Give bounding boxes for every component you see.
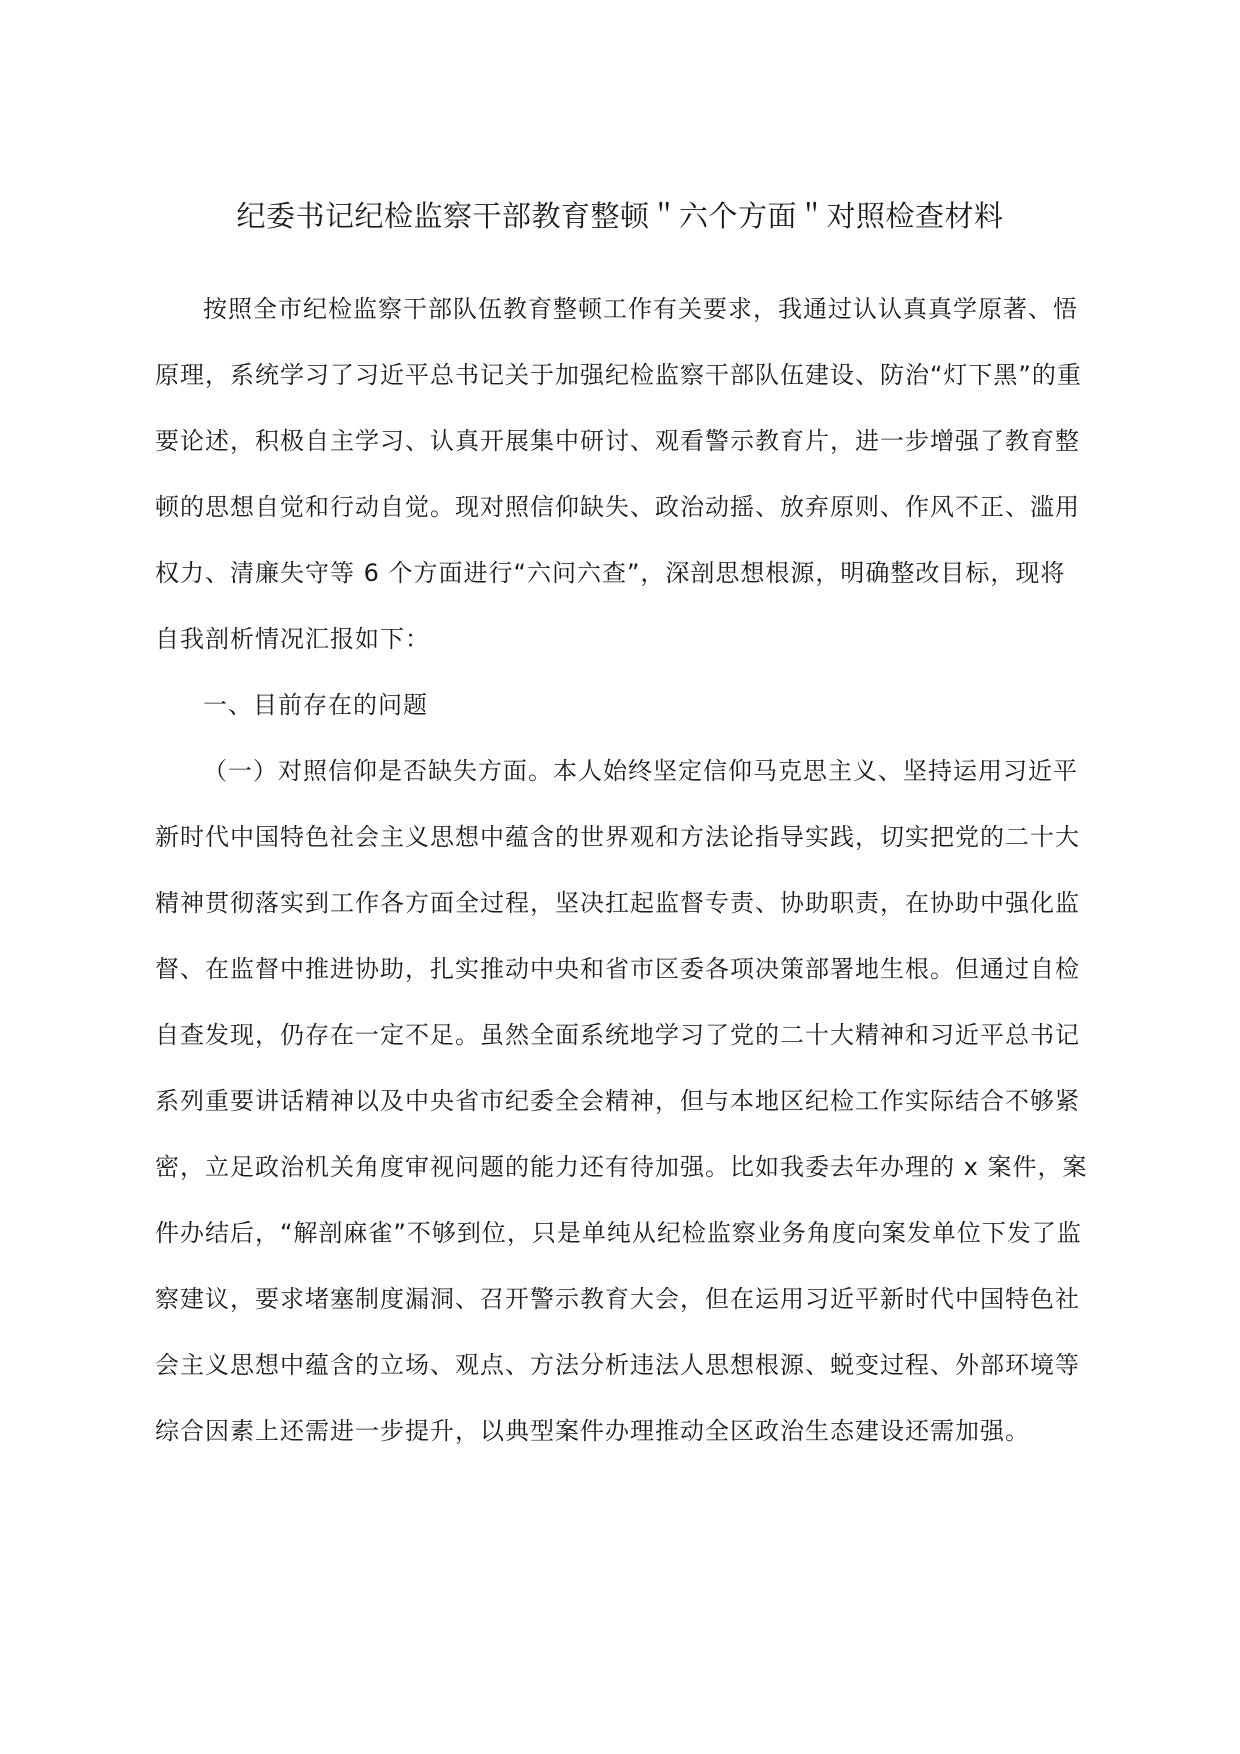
document-body bbox=[155, 276, 1090, 1464]
intro-paragraph: 按照全市纪检监察干部队伍教育整顿工作有关要求，我通过认认真真学原著、悟原理，系统学习了习近平总书记关于加强纪检监察干部队伍建设、防治“灯下黑”的重要论述，积极自主学习、认真开展集中研讨、观看警示教育片，进一步增强了教育整顿的思想自觉和行动自觉。现对照信仰缺失、政治动摇、放弃原则、作风不正、滥用权力、清廉失守等 6 个方面进行“六问六查”，深剖思想根源，明确整改目标，现将自我剖析情况汇报如下： bbox=[155, 295, 1082, 653]
section-heading: 一、目前存在的问题 bbox=[203, 691, 428, 719]
document-title: 纪委书记纪检监察干部教育整顿＂六个方面＂对照检查材料 bbox=[236, 199, 1004, 233]
item-1-paragraph: （一）对照信仰是否缺失方面。本人始终坚定信仰马克思主义、坚持运用习近平新时代中国特色社会主义思想中蕴含的世界观和方法论指导实践，切实把党的二十大精神贯彻落实到工作各方面全过程，坚决扛起监督专责、协助职责，在协助中强化监督、在监督中推进协助，扎实推动中央和省市区委各项决策部署地生根。但通过自检自查发现，仍存在一定不足。虽然全面系统地学习了党的二十大精神和习近平总书记系列重要讲话精神以及中央省市纪委全会精神，但与本地区纪检工作实际结合不够紧密，立足政治机关角度审视问题的能力还有待加强。比如我委去年办理的 x 案件，案件办结后，“解剖麻雀”不够到位，只是单纯从纪检监察业务角度向案发单位下发了监察建议，要求堵塞制度漏洞、召开警示教育大会，但在运用习近平新时代中国特色社会主义思想中蕴含的立场、观点、方法分析违法人思想根源、蜕变过程、外部环境等综合因素上还需进一步提升，以典型案件办理推动全区政治生态建设还需加强。 bbox=[155, 757, 1088, 1445]
